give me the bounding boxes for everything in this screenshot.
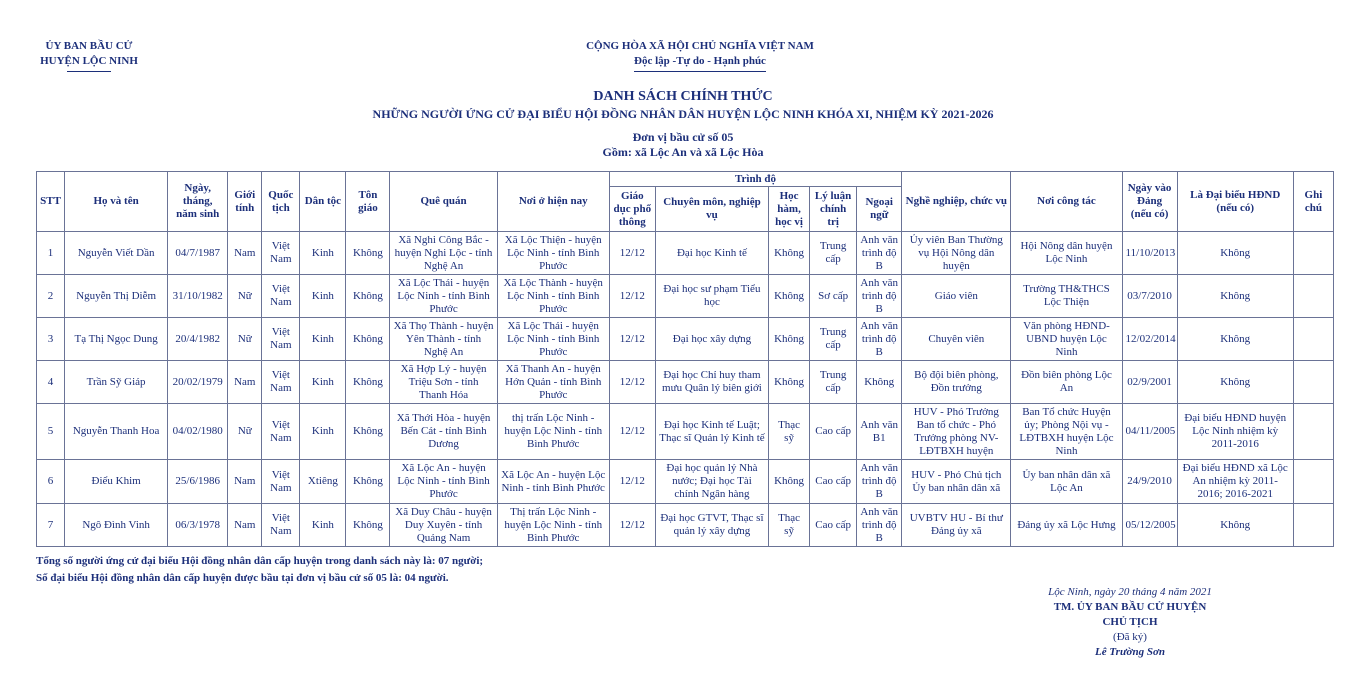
col-delegate: Là Đại biểu HĐND (nếu có) — [1177, 172, 1293, 232]
cell-ethnicity: Kinh — [300, 318, 346, 361]
cell-gender: Nam — [228, 504, 262, 547]
total-candidates-line: Tổng số người ứng cử đại biểu Hội đồng nhân dân cấp huyện trong danh sách này là: 07 người; — [36, 555, 484, 567]
cell-workplace: Trường TH&THCS Lộc Thiện — [1011, 275, 1122, 318]
cell-stt: 5 — [37, 404, 65, 460]
cell-delegate: Không — [1177, 232, 1293, 275]
col-name: Họ và tên — [65, 172, 168, 232]
cell-occupation: HUV - Phó Trưởng Ban tổ chức - Phó Trưởng phòng NV-LĐTBXH huyện — [902, 404, 1011, 460]
col-stt: STT — [37, 172, 65, 232]
cell-name: Nguyễn Thị Diễm — [65, 275, 168, 318]
col-general-edu: Giáo dục phổ thông — [609, 187, 655, 232]
cell-political: Cao cấp — [810, 504, 857, 547]
cell-political: Trung cấp — [810, 318, 857, 361]
cell-academic: Không — [769, 460, 810, 504]
motto: Độc lập -Tự do - Hạnh phúc — [634, 55, 766, 67]
cell-workplace: Ủy ban nhân dân xã Lộc An — [1011, 460, 1122, 504]
cell-party-date: 03/7/2010 — [1122, 275, 1177, 318]
table-body — [37, 232, 1334, 547]
cell-party-date: 11/10/2013 — [1122, 232, 1177, 275]
cell-language: Không — [857, 361, 902, 404]
cell-hometown: Xã Duy Châu - huyện Duy Xuyên - tỉnh Quảng Nam — [390, 504, 497, 547]
cell-gender: Nam — [228, 361, 262, 404]
cell-religion: Không — [346, 504, 390, 547]
cell-stt: 4 — [37, 361, 65, 404]
cell-specialty: Đại học Kinh tế — [655, 232, 768, 275]
cell-religion: Không — [346, 275, 390, 318]
cell-nationality: Việt Nam — [262, 504, 300, 547]
cell-residence: Xã Lộc Thái - huyện Lộc Ninh - tỉnh Bình Phước — [497, 318, 609, 361]
national-motto-header — [540, 39, 860, 72]
cell-academic: Không — [769, 232, 810, 275]
cell-workplace: Văn phòng HĐND-UBND huyện Lộc Ninh — [1011, 318, 1122, 361]
table-row — [37, 460, 1334, 504]
cell-gender: Nữ — [228, 275, 262, 318]
cell-hometown: Xã Hợp Lý - huyện Triệu Sơn - tỉnh Thanh Hóa — [390, 361, 497, 404]
cell-residence: Thị trấn Lộc Ninh - huyện Lộc Ninh - tỉnh Bình Phước — [497, 504, 609, 547]
cell-nationality: Việt Nam — [262, 275, 300, 318]
signing-organization: TM. ỦY BAN BẦU CỬ HUYỆN — [1053, 601, 1207, 613]
signer-role: CHỦ TỊCH — [1102, 616, 1158, 628]
col-gender: Giới tính — [228, 172, 262, 232]
cell-religion: Không — [346, 361, 390, 404]
table-row — [37, 404, 1334, 460]
cell-ethnicity: Kinh — [300, 361, 346, 404]
election-unit: Đơn vị bầu cử số 05 — [632, 130, 734, 144]
cell-ethnicity: Xtiêng — [300, 460, 346, 504]
cell-workplace: Ban Tổ chức Huyện ủy; Phòng Nội vụ - LĐTBXH huyện Lộc Ninh — [1011, 404, 1122, 460]
cell-hometown: Xã Nghi Công Bắc - huyện Nghi Lộc - tỉnh Nghệ An — [390, 232, 497, 275]
cell-residence: thị trấn Lộc Ninh - huyện Lộc Ninh - tỉnh Bình Phước — [497, 404, 609, 460]
cell-religion: Không — [346, 404, 390, 460]
table-row — [37, 232, 1334, 275]
document-title-block — [0, 88, 1366, 160]
signed-mark: (Đã ký) — [1113, 631, 1147, 643]
col-ethnicity: Dân tộc — [300, 172, 346, 232]
cell-note — [1293, 232, 1333, 275]
cell-religion: Không — [346, 460, 390, 504]
district-name: HUYỆN LỘC NINH — [40, 55, 138, 67]
cell-note — [1293, 504, 1333, 547]
col-nationality: Quốc tịch — [262, 172, 300, 232]
cell-ethnicity: Kinh — [300, 275, 346, 318]
cell-note — [1293, 275, 1333, 318]
cell-hometown: Xã Lộc An - huyện Lộc Ninh - tỉnh Bình Phước — [390, 460, 497, 504]
cell-general-edu: 12/12 — [609, 460, 655, 504]
cell-specialty: Đại học GTVT, Thạc sĩ quản lý xây dựng — [655, 504, 768, 547]
cell-specialty: Đại học quản lý Nhà nước; Đại học Tài chính Ngân hàng — [655, 460, 768, 504]
cell-gender: Nam — [228, 232, 262, 275]
motto-underline — [634, 71, 766, 72]
cell-residence: Xã Thanh An - huyện Hớn Quản - tỉnh Bình Phước — [497, 361, 609, 404]
cell-note — [1293, 460, 1333, 504]
cell-workplace: Hội Nông dân huyện Lộc Ninh — [1011, 232, 1122, 275]
cell-occupation: HUV - Phó Chủ tịch Ủy ban nhân dân xã — [902, 460, 1011, 504]
table-row — [37, 504, 1334, 547]
cell-ethnicity: Kinh — [300, 232, 346, 275]
col-group-education: Trình độ — [609, 172, 901, 187]
cell-stt: 2 — [37, 275, 65, 318]
cell-note — [1293, 318, 1333, 361]
cell-delegate: Đại biểu HĐND huyện Lộc Ninh nhiệm kỳ 2011-2016 — [1177, 404, 1293, 460]
col-party-date: Ngày vào Đảng (nếu có) — [1122, 172, 1177, 232]
cell-stt: 3 — [37, 318, 65, 361]
cell-nationality: Việt Nam — [262, 361, 300, 404]
place-date: Lộc Ninh, ngày 20 tháng 4 năm 2021 — [1048, 586, 1212, 598]
cell-academic: Không — [769, 275, 810, 318]
cell-party-date: 12/02/2014 — [1122, 318, 1177, 361]
cell-general-edu: 12/12 — [609, 404, 655, 460]
cell-dob: 31/10/1982 — [168, 275, 228, 318]
cell-stt: 1 — [37, 232, 65, 275]
col-hometown: Quê quán — [390, 172, 497, 232]
cell-delegate: Đại biểu HĐND xã Lộc An nhiệm kỳ 2011-2016; 2016-2021 — [1177, 460, 1293, 504]
cell-delegate: Không — [1177, 318, 1293, 361]
cell-residence: Xã Lộc An - huyện Lộc Ninh - tỉnh Bình Phước — [497, 460, 609, 504]
cell-general-edu: 12/12 — [609, 361, 655, 404]
cell-political: Sơ cấp — [810, 275, 857, 318]
cell-occupation: Chuyên viên — [902, 318, 1011, 361]
cell-name: Điểu Khim — [65, 460, 168, 504]
cell-occupation: UVBTV HU - Bí thư Đảng ủy xã — [902, 504, 1011, 547]
cell-occupation: Bộ đội biên phòng, Đồn trưởng — [902, 361, 1011, 404]
header-underline — [67, 71, 111, 72]
cell-party-date: 04/11/2005 — [1122, 404, 1177, 460]
cell-political: Cao cấp — [810, 460, 857, 504]
cell-delegate: Không — [1177, 275, 1293, 318]
cell-academic: Thạc sỹ — [769, 504, 810, 547]
cell-dob: 04/02/1980 — [168, 404, 228, 460]
cell-academic: Thạc sỹ — [769, 404, 810, 460]
cell-dob: 20/4/1982 — [168, 318, 228, 361]
cell-name: Nguyễn Thanh Hoa — [65, 404, 168, 460]
country-name: CỘNG HÒA XÃ HỘI CHỦ NGHĨA VIỆT NAM — [586, 40, 814, 52]
cell-dob: 25/6/1986 — [168, 460, 228, 504]
cell-language: Anh văn trình độ B — [857, 504, 902, 547]
cell-academic: Không — [769, 318, 810, 361]
cell-delegate: Không — [1177, 504, 1293, 547]
election-unit-includes: Gồm: xã Lộc An và xã Lộc Hòa — [602, 145, 764, 159]
signer-name: Lê Trường Sơn — [1095, 646, 1165, 658]
col-occupation: Nghề nghiệp, chức vụ — [902, 172, 1011, 232]
cell-language: Anh văn trình độ B — [857, 460, 902, 504]
election-committee-header — [20, 39, 158, 72]
cell-academic: Không — [769, 361, 810, 404]
cell-specialty: Đại học Kinh tế Luật; Thạc sĩ Quản lý Kinh tế — [655, 404, 768, 460]
document-title: DANH SÁCH CHÍNH THỨC — [593, 89, 773, 104]
cell-dob: 20/02/1979 — [168, 361, 228, 404]
cell-residence: Xã Lộc Thiện - huyện Lộc Ninh - tỉnh Bình Phước — [497, 232, 609, 275]
cell-ethnicity: Kinh — [300, 404, 346, 460]
cell-hometown: Xã Thọ Thành - huyện Yên Thành - tỉnh Nghệ An — [390, 318, 497, 361]
cell-religion: Không — [346, 318, 390, 361]
table-row — [37, 275, 1334, 318]
cell-language: Anh văn trình độ B — [857, 232, 902, 275]
document-subtitle: NHỮNG NGƯỜI ỨNG CỬ ĐẠI BIỂU HỘI ĐỒNG NHÂN DÂN HUYỆN LỘC NINH KHÓA XI, NHIỆM KỲ 2021-2026 — [372, 107, 994, 121]
cell-workplace: Đảng ủy xã Lộc Hưng — [1011, 504, 1122, 547]
cell-note — [1293, 361, 1333, 404]
cell-nationality: Việt Nam — [262, 318, 300, 361]
cell-gender: Nữ — [228, 318, 262, 361]
cell-ethnicity: Kinh — [300, 504, 346, 547]
cell-general-edu: 12/12 — [609, 504, 655, 547]
cell-stt: 6 — [37, 460, 65, 504]
elected-count-line: Số đại biểu Hội đồng nhân dân cấp huyện được bầu tại đơn vị bầu cử số 05 là: 04 người. — [36, 572, 449, 584]
col-religion: Tôn giáo — [346, 172, 390, 232]
cell-dob: 04/7/1987 — [168, 232, 228, 275]
col-specialty: Chuyên môn, nghiệp vụ — [655, 187, 768, 232]
cell-hometown: Xã Lộc Thái - huyện Lộc Ninh - tỉnh Bình Phước — [390, 275, 497, 318]
cell-nationality: Việt Nam — [262, 404, 300, 460]
cell-note — [1293, 404, 1333, 460]
committee-name: ỦY BAN BẦU CỬ — [45, 40, 133, 52]
cell-workplace: Đồn biên phòng Lộc An — [1011, 361, 1122, 404]
cell-name: Ngô Đình Vinh — [65, 504, 168, 547]
col-academic: Học hàm, học vị — [769, 187, 810, 232]
table-row — [37, 318, 1334, 361]
summary-block — [36, 553, 483, 587]
cell-general-edu: 12/12 — [609, 318, 655, 361]
cell-gender: Nam — [228, 460, 262, 504]
cell-specialty: Đại học sư phạm Tiểu học — [655, 275, 768, 318]
cell-political: Trung cấp — [810, 232, 857, 275]
cell-nationality: Việt Nam — [262, 232, 300, 275]
table-header — [37, 172, 1334, 232]
cell-language: Anh văn B1 — [857, 404, 902, 460]
cell-gender: Nữ — [228, 404, 262, 460]
cell-occupation: Ủy viên Ban Thường vụ Hội Nông dân huyện — [902, 232, 1011, 275]
signature-block — [1010, 585, 1250, 660]
cell-party-date: 02/9/2001 — [1122, 361, 1177, 404]
cell-name: Trần Sỹ Giáp — [65, 361, 168, 404]
cell-religion: Không — [346, 232, 390, 275]
col-language: Ngoại ngữ — [857, 187, 902, 232]
cell-political: Cao cấp — [810, 404, 857, 460]
table-row — [37, 361, 1334, 404]
cell-nationality: Việt Nam — [262, 460, 300, 504]
cell-specialty: Đại học xây dựng — [655, 318, 768, 361]
col-note: Ghi chú — [1293, 172, 1333, 232]
col-workplace: Nơi công tác — [1011, 172, 1122, 232]
cell-language: Anh văn trình độ B — [857, 275, 902, 318]
cell-party-date: 05/12/2005 — [1122, 504, 1177, 547]
cell-delegate: Không — [1177, 361, 1293, 404]
cell-general-edu: 12/12 — [609, 232, 655, 275]
cell-political: Trung cấp — [810, 361, 857, 404]
cell-residence: Xã Lộc Thành - huyện Lộc Ninh - tỉnh Bình Phước — [497, 275, 609, 318]
col-political: Lý luận chính trị — [810, 187, 857, 232]
cell-general-edu: 12/12 — [609, 275, 655, 318]
col-residence: Nơi ở hiện nay — [497, 172, 609, 232]
cell-name: Nguyễn Viết Dần — [65, 232, 168, 275]
cell-hometown: Xã Thới Hòa - huyện Bến Cát - tỉnh Bình Dương — [390, 404, 497, 460]
cell-dob: 06/3/1978 — [168, 504, 228, 547]
cell-party-date: 24/9/2010 — [1122, 460, 1177, 504]
candidate-table — [36, 171, 1334, 547]
cell-specialty: Đại học Chỉ huy tham mưu Quân lý biên giới — [655, 361, 768, 404]
cell-stt: 7 — [37, 504, 65, 547]
col-dob: Ngày, tháng, năm sinh — [168, 172, 228, 232]
cell-name: Tạ Thị Ngọc Dung — [65, 318, 168, 361]
cell-language: Anh văn trình độ B — [857, 318, 902, 361]
cell-occupation: Giáo viên — [902, 275, 1011, 318]
